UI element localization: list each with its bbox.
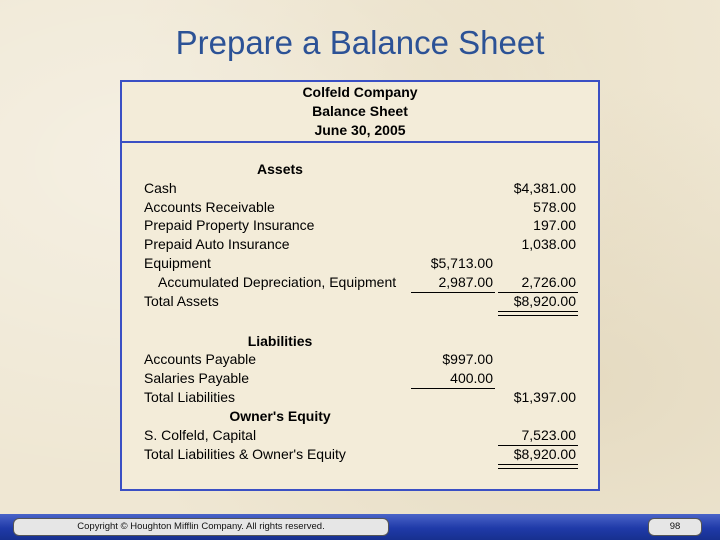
liability-col2: $1,397.00 <box>513 389 576 405</box>
asset-row <box>122 254 598 273</box>
asset-col2: $4,381.00 <box>513 180 576 196</box>
assets-heading-row <box>122 160 598 179</box>
statement-name: Balance Sheet <box>312 103 408 119</box>
company-name: Colfeld Company <box>302 84 418 100</box>
balance-sheet-header <box>122 82 598 143</box>
equity-total-row <box>122 445 598 464</box>
asset-col2: 578.00 <box>533 199 576 215</box>
asset-label: Prepaid Auto Insurance <box>144 236 290 252</box>
liability-row <box>122 350 598 369</box>
underline-double <box>498 464 578 469</box>
asset-label: Prepaid Property Insurance <box>144 217 315 233</box>
equity-heading-row <box>122 407 598 426</box>
asset-col2: 1,038.00 <box>521 236 576 252</box>
underline-double <box>498 311 578 316</box>
equity-col2: $8,920.00 <box>513 446 576 462</box>
equity-label: S. Colfeld, Capital <box>144 427 257 443</box>
equity-label: Total Liabilities & Owner's Equity <box>144 446 346 462</box>
asset-label: Accumulated Depreciation, Equipment <box>158 274 397 290</box>
equity-col2: 7,523.00 <box>521 427 576 443</box>
asset-label: Accounts Receivable <box>144 199 275 215</box>
statement-date: June 30, 2005 <box>314 122 406 138</box>
equity-heading: Owner's Equity <box>229 408 331 424</box>
page-number: 98 <box>648 518 702 536</box>
asset-row <box>122 179 598 198</box>
liability-label: Total Liabilities <box>144 389 236 405</box>
asset-col1: $5,713.00 <box>430 255 493 271</box>
copyright-notice: Copyright © Houghton Mifflin Company. All rights reserved. <box>13 518 389 536</box>
assets-heading: Assets <box>257 161 303 177</box>
liabilities-heading-row <box>122 332 598 351</box>
asset-col1: 2,987.00 <box>438 274 493 290</box>
liability-total-row <box>122 388 598 407</box>
liability-col1: $997.00 <box>442 351 493 367</box>
asset-row <box>122 273 598 292</box>
balance-sheet <box>120 80 600 491</box>
asset-label: Cash <box>144 180 177 196</box>
asset-total-row <box>122 292 598 311</box>
equity-row <box>122 426 598 445</box>
liabilities-heading: Liabilities <box>247 333 313 349</box>
liability-label: Salaries Payable <box>144 370 250 386</box>
asset-col2: 2,726.00 <box>521 274 576 290</box>
asset-row <box>122 235 598 254</box>
asset-col2: 197.00 <box>533 217 576 233</box>
asset-col2: $8,920.00 <box>513 293 576 309</box>
asset-label: Equipment <box>144 255 211 271</box>
liability-col1: 400.00 <box>450 370 493 386</box>
slide-title: Prepare a Balance Sheet <box>175 24 545 61</box>
asset-row <box>122 216 598 235</box>
liability-label: Accounts Payable <box>144 351 257 367</box>
asset-label: Total Assets <box>144 293 219 309</box>
liability-row <box>122 369 598 388</box>
asset-row <box>122 198 598 217</box>
